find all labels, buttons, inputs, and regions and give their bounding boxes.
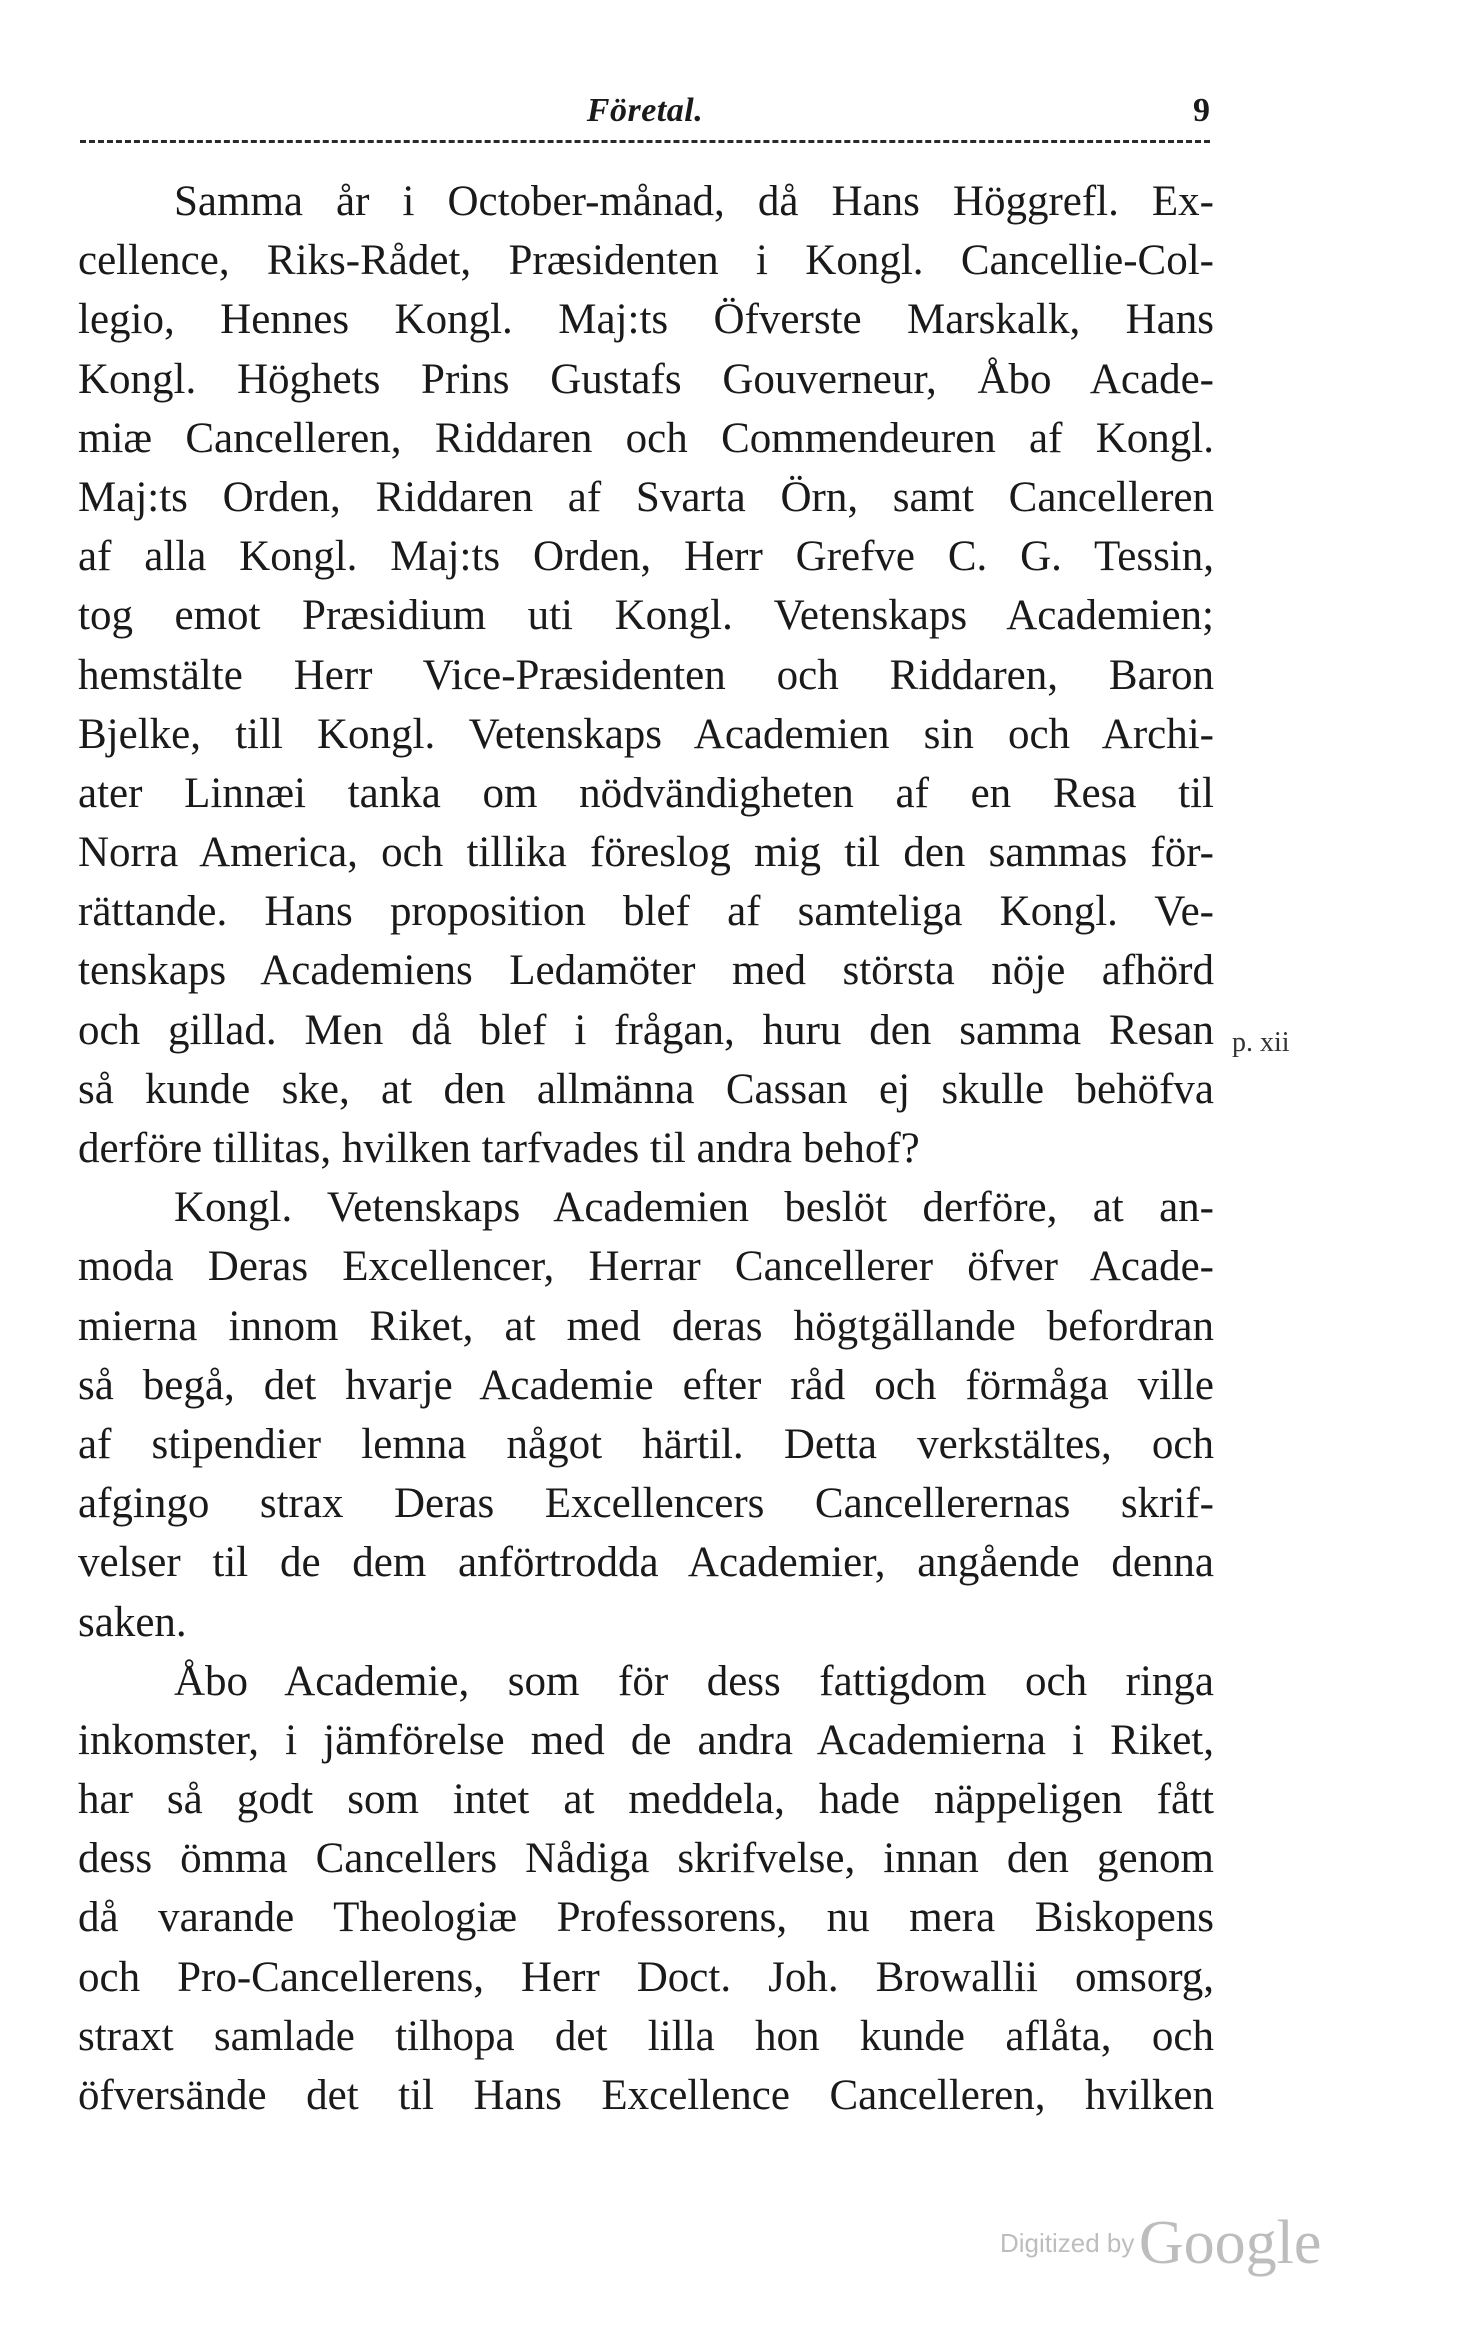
text-line: så begå, det hvarje Academie efter råd och förmåga ville — [78, 1361, 1214, 1409]
text-line: Norra America, och tillika föreslog mig til den sammas för- — [78, 829, 1214, 877]
page-number: 9 — [1193, 92, 1210, 129]
text-line: moda Deras Excellencer, Herrar Cancellerer öfver Acade- — [78, 1243, 1214, 1291]
text-line: och Pro-Cancellerens, Herr Doct. Joh. Browallii omsorg, — [78, 1953, 1214, 2001]
text-line: dess ömma Cancellers Nådiga skrifvelse, innan den genom — [78, 1835, 1214, 1883]
text-line: Åbo Academie, som för dess fattigdom och ringa — [174, 1657, 1214, 1705]
text-line: rättande. Hans proposition blef af samteliga Kongl. Ve- — [78, 888, 1214, 936]
text-line: hemstälte Herr Vice-Præsidenten och Riddaren, Baron — [78, 651, 1214, 699]
text-line: tenskaps Academiens Ledamöter med största nöje afhörd — [78, 947, 1214, 995]
text-line: straxt samlade tilhopa det lilla hon kunde aflåta, och — [78, 2012, 1214, 2060]
header-rule — [80, 140, 1210, 143]
text-line: Maj:ts Orden, Riddaren af Svarta Örn, samt Cancelleren — [78, 473, 1214, 521]
text-line: tog emot Præsidium uti Kongl. Vetenskaps Academien; — [78, 592, 1214, 640]
text-line: saken. — [78, 1598, 187, 1646]
text-line: miæ Cancelleren, Riddaren och Commendeuren af Kongl. — [78, 414, 1214, 462]
text-line: legio, Hennes Kongl. Maj:ts Öfverste Marskalk, Hans — [78, 296, 1214, 344]
body-text — [78, 172, 1214, 2125]
margin-page-reference: p. xii — [1232, 1027, 1290, 1058]
text-line: afgingo strax Deras Excellencers Cancellerernas skrif- — [78, 1480, 1214, 1528]
page-header — [80, 92, 1210, 142]
watermark-prefix: Digitized by — [1000, 2228, 1135, 2258]
text-line: derföre tillitas, hvilken tarfvades til andra behof? — [78, 1125, 920, 1172]
text-line: velser til de dem anförtrodda Academier, angående denna — [78, 1539, 1214, 1587]
text-line: af stipendier lemna något härtil. Detta verkstältes, och — [78, 1420, 1214, 1468]
text-line: mierna innom Riket, at med deras högtgällande befordran — [78, 1302, 1214, 1350]
google-logo: Google — [1138, 2209, 1322, 2277]
text-line: har så godt som intet at meddela, hade näppeligen fått — [78, 1776, 1214, 1824]
text-line: då varande Theologiæ Professorens, nu mera Biskopens — [78, 1894, 1214, 1942]
text-line: af alla Kongl. Maj:ts Orden, Herr Grefve C. G. Tessin, — [78, 533, 1214, 581]
text-line: cellence, Riks-Rådet, Præsidenten i Kongl. Cancellie-Col- — [78, 237, 1214, 285]
text-line: Kongl. Vetenskaps Academien beslöt derföre, at an- — [174, 1184, 1214, 1232]
text-line: Kongl. Höghets Prins Gustafs Gouverneur, Åbo Acade- — [78, 355, 1214, 403]
text-line: och gillad. Men då blef i frågan, huru den samma Resan — [78, 1006, 1214, 1054]
text-line: så kunde ske, at den allmänna Cassan ej skulle behöfva — [78, 1065, 1214, 1113]
text-line: Bjelke, till Kongl. Vetenskaps Academien sin och Archi- — [78, 710, 1214, 758]
text-line: Samma år i October-månad, då Hans Höggrefl. Ex- — [174, 178, 1214, 225]
digitized-watermark — [1000, 2208, 1321, 2279]
text-line: ater Linnæi tanka om nödvändigheten af en Resa til — [78, 769, 1214, 817]
text-line: öfversände det til Hans Excellence Cancelleren, hvilken — [78, 2072, 1214, 2119]
text-line: inkomster, i jämförelse med de andra Academierna i Riket, — [78, 1716, 1214, 1764]
running-title: Företal. — [586, 92, 704, 129]
